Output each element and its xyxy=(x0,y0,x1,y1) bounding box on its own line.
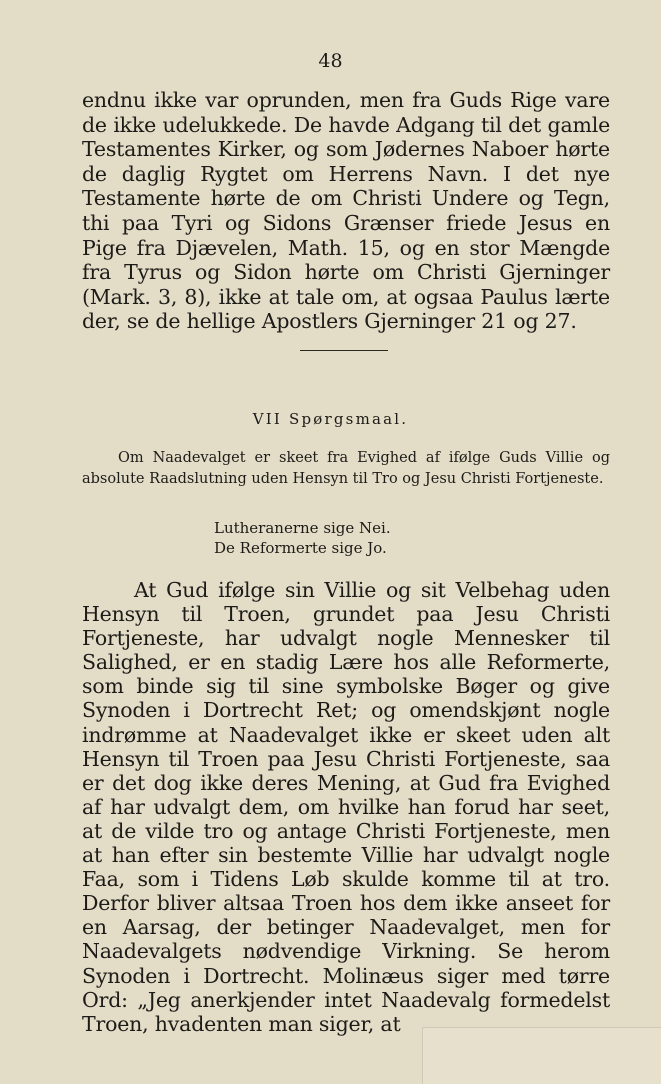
lutheran-answer: Lutheranerne sige Nei. xyxy=(214,519,391,537)
continued-paragraph: endnu ikke var oprunden, men fra Guds Rige vare de ikke udelukkede. De havde Adgang til det gamle Testamentes Kirker, og som Jødernes Naboer hørte de daglig Rygtet om Herrens Navn. I det nye Testamente hørte de om Christi Undere og Tegn, thi paa Tyri og Sidons Grænser friede Jesus en Pige fra Djævelen, Math. 15, og en stor Mængde fra Tyrus og Sidon hørte om Christi Gjerninger (Mark. 3, 8), ikke at tale om, at ogsaa Paulus lærte der, se de hellige Apostlers Gjerninger 21 og 27. xyxy=(82,88,610,334)
section-heading: VII Spørgsmaal. xyxy=(252,410,409,428)
section-divider xyxy=(300,350,388,351)
question-text: Om Naadevalget er skeet fra Evighed af ifølge Guds Villie og absolute Raadslutning uden Hensyn til Tro og Jesu Christi Fortjeneste. xyxy=(82,450,610,487)
reformed-answer: De Reformerte sige Jo. xyxy=(214,539,387,557)
page-number: 48 xyxy=(318,50,343,72)
underlying-sheet-edge xyxy=(422,1027,661,1084)
main-paragraph: At Gud ifølge sin Villie og sit Velbehag uden Hensyn til Troen, grundet paa Jesu Christi Fortjeneste, har udvalgt nogle Mennesker til Salighed, er en stadig Lære hos alle Reformerte, som binde sig til sine symbolske Bøger og give Synoden i Dortrecht Ret; og omendskjønt nogle indrømme at Naadevalget ikke er skeet uden alt Hensyn til Troen paa Jesu Christi Fortjeneste, saa er det dog ikke deres Mening, at Gud fra Evighed af har udvalgt dem, om hvilke han forud har seet, at de vilde tro og antage Christi Fortjeneste, men at han efter sin bestemte Villie har udvalgt nogle Faa, som i Tidens Løb skulde komme til at tro. Derfor bliver altsaa Troen hos dem ikke anseet for en Aarsag, der betinger Naadevalget, men for Naadevalgets nødvendige Virkning. Se herom Synoden i Dortrecht. Molinæus siger med tørre Ord: „Jeg anerkjender intet Naadevalg formedelst Troen, hvadenten man siger, at xyxy=(82,578,610,1036)
answers-block xyxy=(214,518,514,558)
